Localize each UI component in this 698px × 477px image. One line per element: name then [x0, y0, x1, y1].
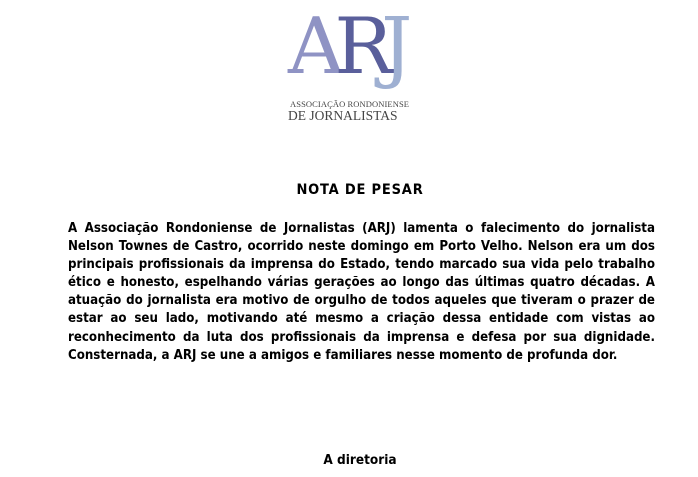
logo-monogram	[288, 2, 409, 92]
arj-logo	[286, 2, 446, 126]
logo-subtitle-line2: DE JORNALISTAS	[288, 108, 398, 123]
note-body: A Associação Rondoniense de Jornalistas (ARJ) lamenta o falecimento do jornalista Nelson Townes de Castro, ocorrido neste domingo em Porto Velho. Nelson era um dos principais profissionais da imprensa do Estado, tendo marcado sua vida pelo trabalho ético e honesto, espelhando várias gerações ao longo das últimas quatro décadas. A atuação do jornalista era motivo de orgulho de todos aqueles que tiveram o prazer de estar ao seu lado, motivando até mesmo a criação dessa entidade com vistas ao reconhecimento da luta dos profissionais da imprensa e defesa por sua dignidade. Consternada, a ARJ se une a amigos e familiares nesse momento de profunda dor.	[68, 221, 655, 363]
logo-subtitle-line1: ASSOCIAÇÃO RONDONIENSE	[290, 99, 410, 109]
logo-letter-j: J	[381, 2, 409, 92]
page-title: NOTA DE PESAR	[296, 182, 424, 198]
logo-letter-r: R	[334, 2, 390, 92]
signature: A diretoria	[323, 452, 397, 468]
logo-letter-a: A	[288, 2, 341, 92]
